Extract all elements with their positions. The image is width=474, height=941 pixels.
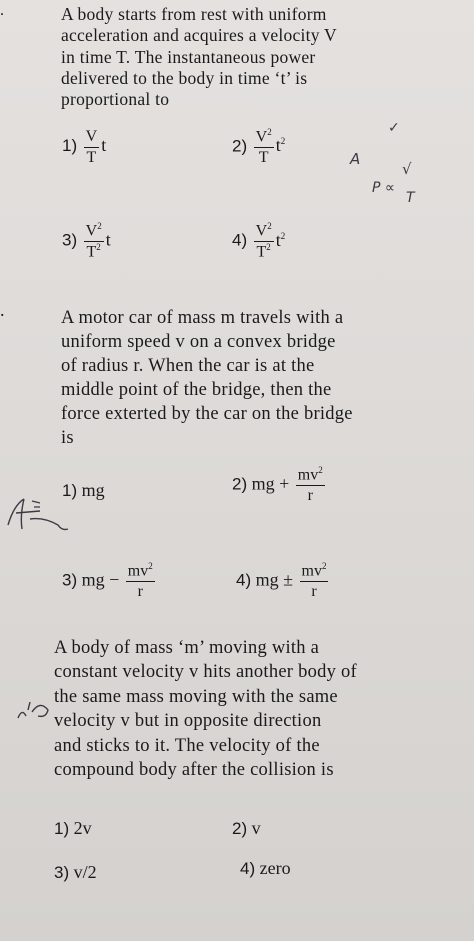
term: t [101, 135, 107, 156]
term: t [105, 229, 111, 250]
question-marker: . [0, 300, 5, 320]
numerator: V [84, 128, 100, 148]
text-line: of radius r. When the car is at the [61, 356, 315, 376]
fraction [84, 222, 104, 261]
text-line: proportional to [61, 89, 170, 110]
text-line: constant velocity v hits another body of [54, 662, 357, 683]
option-prefix: mg − [81, 569, 120, 590]
text-line: is [61, 428, 74, 448]
option-value: 2v [73, 818, 92, 838]
option-value: mg [81, 480, 105, 500]
option-1[interactable] [54, 818, 92, 839]
option-2[interactable] [232, 128, 285, 167]
option-number: 2) [232, 474, 248, 494]
option-number: 3) [62, 570, 78, 590]
option-number: 1) [54, 819, 70, 838]
option-3[interactable] [54, 862, 97, 883]
handwritten-proportional: P ∝ [372, 180, 395, 196]
numerator: $V^2$ [254, 222, 274, 242]
question-marker: . [0, 2, 4, 19]
option-number: 3) [62, 230, 78, 250]
option-number: 1) [62, 481, 78, 500]
text-line: in time T. The instantaneous power [61, 46, 316, 67]
handwritten-mark: A [350, 150, 361, 168]
superscript: 2 [96, 241, 101, 252]
denominator: $T^2$ [86, 241, 101, 261]
numerator: $mv^2$ [126, 562, 155, 582]
superscript: 2 [321, 561, 327, 571]
text-line: compound body after the collision is [54, 760, 334, 781]
option-prefix: mg + [251, 473, 290, 494]
superscript: 2 [280, 136, 286, 147]
question-3-text [54, 636, 472, 782]
term: $t^2$ [275, 229, 286, 250]
text-line: A motor car of mass m travels with a [61, 308, 344, 328]
superscript: 2 [267, 221, 272, 231]
question-2-text [61, 306, 471, 450]
denominator: r [307, 486, 313, 504]
numerator: $mv^2$ [296, 466, 325, 486]
option-value: zero [259, 858, 291, 878]
option-value: v [251, 818, 261, 838]
denominator: T [86, 148, 97, 166]
text-line: A body of mass ‘m’ moving with a [54, 638, 320, 658]
option-3[interactable] [62, 222, 111, 261]
option-1[interactable] [62, 128, 106, 166]
fraction [254, 222, 274, 261]
question-1-text [61, 4, 471, 110]
option-number: 4) [236, 570, 252, 590]
handwritten-t: T [406, 190, 415, 206]
option-prefix: mg ± [255, 569, 294, 590]
superscript: 2 [318, 465, 323, 475]
option-number: 1) [62, 136, 78, 156]
superscript: 2 [267, 127, 272, 137]
option-2[interactable] [232, 818, 261, 839]
handwritten-root: √ [402, 160, 412, 178]
denominator: r [311, 582, 317, 600]
denominator: r [137, 582, 143, 600]
option-1[interactable] [62, 480, 105, 501]
text-line: velocity v but in opposite direction [54, 711, 322, 732]
option-number: 2) [232, 136, 248, 156]
denominator: $T^2$ [256, 241, 271, 261]
text-line: delivered to the body in time ‘t’ is [61, 67, 308, 88]
option-number: 4) [232, 230, 248, 250]
numerator: $mv^2$ [300, 562, 329, 582]
option-number: 4) [240, 859, 256, 878]
superscript: 2 [266, 241, 271, 252]
fraction [126, 562, 155, 601]
term: $t^2$ [275, 135, 286, 156]
fraction [296, 466, 325, 505]
option-4[interactable] [240, 858, 291, 879]
text-line: and sticks to it. The velocity of the [54, 735, 320, 756]
option-number: 2) [232, 819, 248, 838]
text-line: the same mass moving with the same [54, 686, 338, 707]
option-value: v/2 [73, 862, 97, 882]
option-2[interactable] [232, 466, 327, 505]
text-line: A body starts from rest with uniform [61, 4, 327, 24]
option-3[interactable] [62, 562, 157, 601]
fraction [84, 128, 100, 166]
handwritten-mark [14, 690, 58, 724]
text-line: middle point of the bridge, then the [61, 380, 332, 400]
numerator: $V^2$ [84, 222, 104, 242]
option-4[interactable] [232, 222, 285, 261]
superscript: 2 [280, 230, 286, 241]
handwritten-tick: ✓ [388, 120, 400, 136]
text-line: force exterted by the car on the bridge [61, 404, 353, 424]
numerator: $V^2$ [254, 128, 274, 148]
option-number: 3) [54, 863, 70, 882]
fraction [300, 562, 329, 601]
option-4[interactable] [236, 562, 330, 601]
superscript: 2 [148, 561, 153, 571]
denominator: T [258, 148, 269, 166]
superscript: 2 [97, 221, 102, 231]
text-line: acceleration and acquires a velocity V [61, 25, 337, 46]
fraction [254, 128, 274, 167]
text-line: uniform speed v on a convex bridge [61, 332, 336, 352]
